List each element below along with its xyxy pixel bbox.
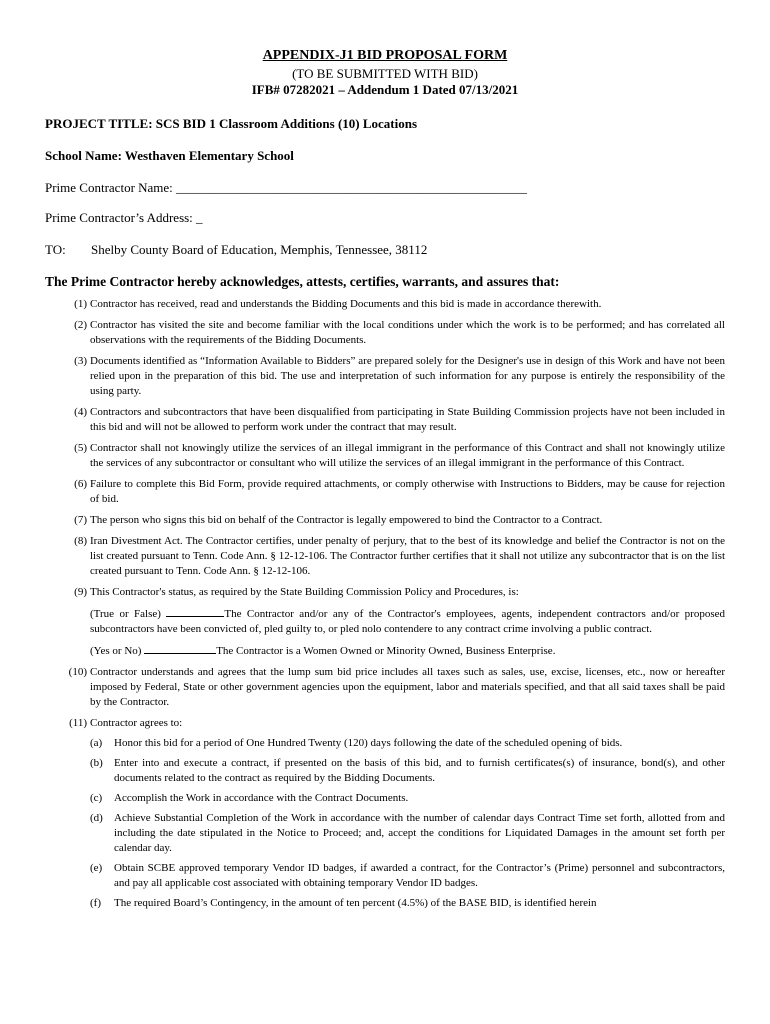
sub-item [90,756,725,786]
sub-item-letter: (a) [90,737,103,749]
sub-item-letter: (f) [90,897,101,909]
sub-item-letter: (b) [90,757,103,769]
yes-no-statement [90,643,725,659]
list-item [45,534,725,579]
list-item [45,441,725,471]
list-item [45,354,725,399]
intro-statement: The Prime Contractor hereby acknowledges, attests, certifies, warrants, and assures that: [45,274,560,289]
sub-item-letter: (d) [90,812,103,824]
sub-item [90,736,725,751]
item-number: (10) [68,666,87,678]
assurance-list [45,297,725,917]
true-false-label: (True or False) [90,608,161,620]
yes-no-blank-field[interactable] [144,643,216,654]
item-text: The person who signs this bid on behalf of the Contractor is legally empowered to bind the Contractor to a Contract. [90,514,603,526]
item-number: (9) [74,586,87,598]
sub-item [90,861,725,891]
item-text: Documents identified as “Information Available to Bidders” are prepared solely for the Designer's use in design of this Work and have not been relied upon in the preparation of this bid. The use and interpretation of such information for any purpose is entirely the responsibility of the using party. [90,355,725,397]
to-label: TO: [45,242,66,257]
true-false-statement [90,606,725,637]
list-item-taxes [45,665,725,710]
sub-item-text: Accomplish the Work in accordance with the Contract Documents. [114,792,409,804]
item-text: Contractors and subcontractors that have been disqualified from participating in State Building Commission projects have not been included in this bid and will not be allowed to perform work under the contract that may result. [90,406,725,433]
sub-item-text: Achieve Substantial Completion of the Work in accordance with the number of calendar days Contract Time set forth, allotted from and including the date stipulated in the Notice to Proceed; and, accept the conditions for Liquidated Damages in the amount set forth per calendar day. [114,812,725,854]
item-text: This Contractor's status, as required by the State Building Commission Policy and Procedures, is: [90,586,519,598]
item-text: Contractor has visited the site and become familiar with the local conditions under which the work is to be performed; and has correlated all observations with the requirements of the Bidding Documents. [90,319,725,346]
item-text: Contractor agrees to: [90,717,183,729]
list-item [45,477,725,507]
item-number: (7) [74,514,87,526]
sub-item [90,791,725,806]
item-text: Contractor shall not knowingly utilize the services of an illegal immigrant in the performance of this Contract and shall not knowingly utilize the services of any subcontractor or consultant who will utilize the services of an illegal immigrant in the performance of this Contract. [90,442,725,469]
sub-item-text: The required Board’s Contingency, in the amount of ten percent (4.5%) of the BASE BID, is identified herein [114,897,597,909]
list-item-contractor-status [45,585,725,659]
form-title: APPENDIX-J1 BID PROPOSAL FORM [262,48,508,63]
sub-item-text: Honor this bid for a period of One Hundred Twenty (120) days following the date of the scheduled opening of bids. [114,737,623,749]
item-text: Contractor understands and agrees that the lump sum bid price includes all taxes such as sales, use, excise, licenses, etc., now or hereafter imposed by Federal, State or other government agencies upon the equipment, labor and materials specified, and that all said taxes shall be paid by the Contractor. [90,666,725,708]
item-number: (4) [74,406,87,418]
project-title: PROJECT TITLE: SCS BID 1 Classroom Additions (10) Locations [45,116,418,131]
true-false-blank-field[interactable] [166,606,224,617]
form-subtitle: (TO BE SUBMITTED WITH BID) [292,66,478,81]
to-recipient: Shelby County Board of Education, Memphis, Tennessee, 38112 [91,242,428,257]
sub-item [90,811,725,856]
item-number: (8) [74,535,87,547]
school-name: School Name: Westhaven Elementary School [45,148,294,163]
yes-no-label: (Yes or No) [90,645,142,657]
item-number: (5) [74,442,87,454]
sub-item-text: Obtain SCBE approved temporary Vendor ID badges, if awarded a contract, for the Contractor’s (Prime) personnel and subcontractors, and pay all applicable cost associated with obtaining temporary Vendor ID badges. [114,862,725,889]
sub-item-letter: (c) [90,792,103,804]
list-item [45,405,725,435]
prime-contractor-name-field[interactable]: Prime Contractor Name: ______________________________________________________ [45,180,528,195]
item-number: (11) [69,717,87,729]
sub-item [90,896,725,911]
item-text: Iran Divestment Act. The Contractor certifies, under penalty of perjury, that to the best of its knowledge and belief the Contractor is not on the list created pursuant to Tenn. Code Ann. § 12-12-106. The Contractor further certifies that it shall not utilize any subcontractor that is on the list created pursuant to Tenn. Code Ann. § 12-12-106. [90,535,725,577]
item-number: (3) [74,355,87,367]
yes-no-text: The Contractor is a Women Owned or Minority Owned, Business Enterprise. [216,645,556,657]
item-text: Contractor has received, read and understands the Bidding Documents and this bid is made in accordance therewith. [90,298,602,310]
prime-contractor-address-field[interactable]: Prime Contractor’s Address: _ [45,210,203,225]
sub-item-letter: (e) [90,862,103,874]
true-false-text: The Contractor and/or any of the Contractor's employees, agents, independent contractors and/or proposed subcontractors have been convicted of, pled guilty to, or pled nolo contendere to any contract crime involving a public contract. [90,608,726,635]
item-text: Failure to complete this Bid Form, provide required attachments, or comply otherwise with Instructions to Bidders, may be cause for rejection of bid. [90,478,725,505]
item-number: (6) [74,478,87,490]
sub-item-text: Enter into and execute a contract, if presented on the basis of this bid, and to furnish certificates(s) of insurance, bond(s), and other documents related to the contract as required by the Bidding Documents. [114,757,725,784]
item-number: (2) [74,319,87,331]
list-item [45,513,725,528]
list-item [45,318,725,348]
ifb-number: IFB# 07282021 – Addendum 1 Dated 07/13/2021 [251,82,519,97]
list-item-contractor-agrees [45,716,725,911]
list-item [45,297,725,312]
item-number: (1) [74,298,87,310]
